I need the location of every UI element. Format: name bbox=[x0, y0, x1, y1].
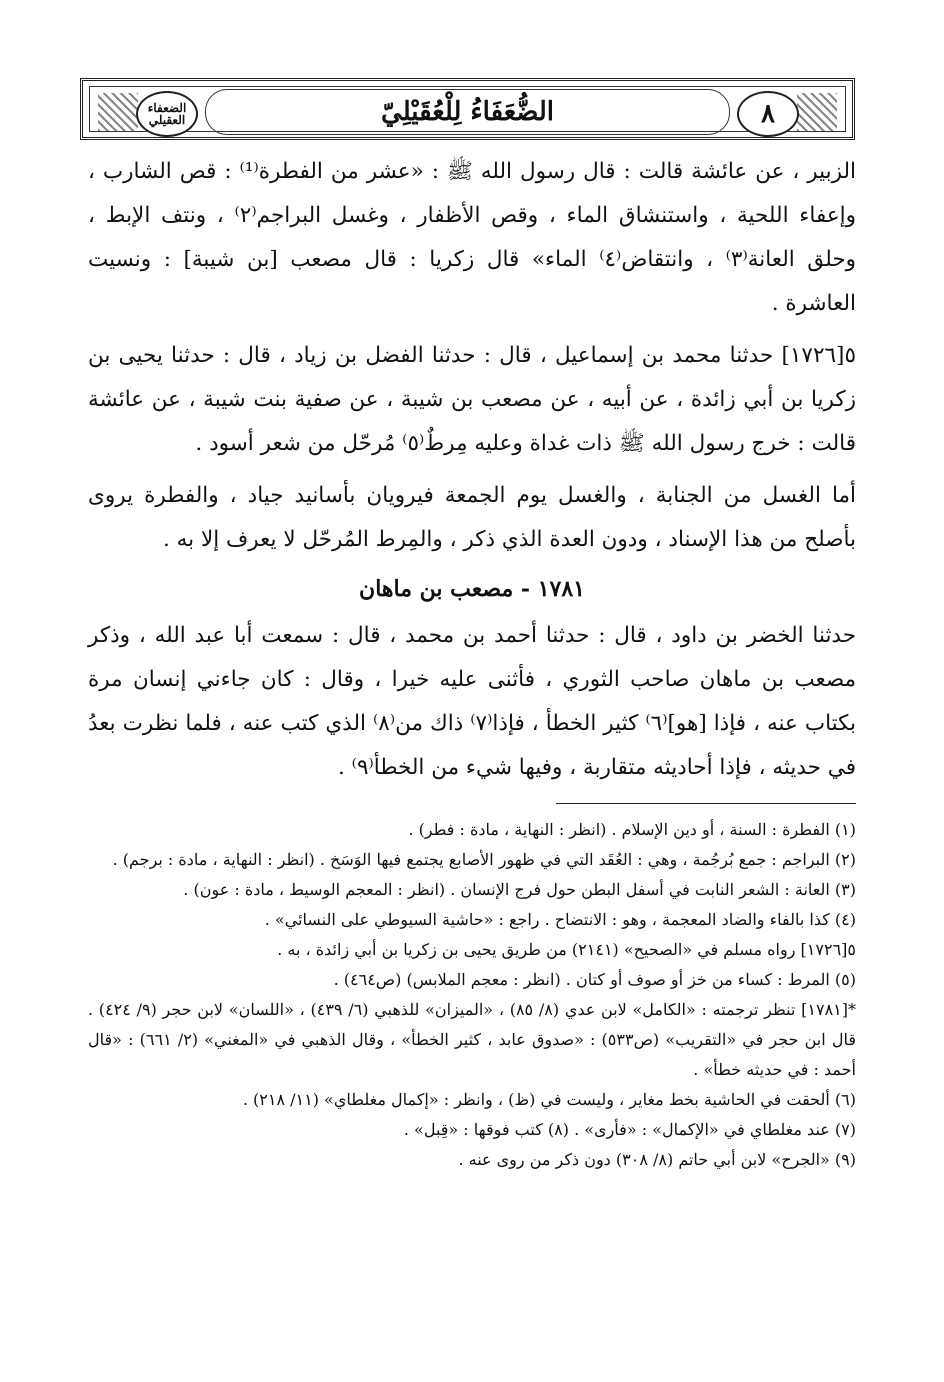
main-text bbox=[88, 150, 856, 798]
footnote-divider bbox=[556, 803, 856, 804]
footnote: *[١٧٨١] تنظر ترجمته : «الكامل» لابن عدي (٨/ ٨٥) ، «الميزان» للذهبي (٦/ ٤٣٩) ، «اللسان» لابن حجر (٩/ ٤٢٤) . قال ابن حجر في «التقريب» (ص٥٣٣) : «صدوق عابد ، كثير الخطأ» ، وقال الذهبي في «المغني» (٢/ ٦٦١) : «قال أحمد : في حديثه خطأ» . bbox=[88, 1000, 857, 1079]
footnote: (٩) «الجرح» لابن أبي حاتم (٨/ ٣٠٨) دون ذكر من روى عنه . bbox=[458, 1150, 856, 1169]
footnote: ٥[١٧٢٦] رواه مسلم في «الصحيح» (٢١٤١) من طريق يحيى بن زكريا بن أبي زائدة ، به . bbox=[277, 940, 856, 959]
ornament-left-icon bbox=[98, 93, 138, 131]
footnote: (٧) عند مغلطاي في «الإكمال» : «فأرى» . (٨) كتب فوقها : «قِبل» . bbox=[403, 1120, 856, 1139]
paragraph-entry-1781: حدثنا الخضر بن داود ، قال : حدثنا أحمد بن محمد ، قال : سمعت أبا عبد الله ، وذكر مصعب بن ماهان صاحب الثوري ، فأثنى عليه خيرا ، وقال : كان جاءني إنسان مرة بكتاب عنه ، فإذا [هو]⁽٦⁾ كثير الخطأ ، فإذا⁽٧⁾ ذاك من⁽٨⁾ الذي كتب عنه ، فلما نظرت بعدُ في حديثه ، فإذا أحاديثه متقاربة ، وفيها شيء من الخطأ⁽٩⁾ . bbox=[88, 623, 856, 780]
page-number: ٨ bbox=[737, 91, 799, 137]
page-header bbox=[80, 78, 855, 140]
paragraph-hadith-1726: ٥[١٧٢٦] حدثنا محمد بن إسماعيل ، قال : حدثنا الفضل بن زياد ، قال : حدثنا يحيى بن زكريا بن أبي زائدة ، عن أبيه ، عن مصعب بن شيبة ، عن صفية بنت شيبة ، عن عائشة قالت : خرج رسول الله ﷺ ذات غداة وعليه مِرطٌ⁽٥⁾ مُرحّل من شعر أسود . bbox=[88, 343, 856, 456]
paragraph-commentary: أما الغسل من الجنابة ، والغسل يوم الجمعة فيرويان بأسانيد جياد ، والفطرة يروى بأصلح من هذا الإسناد ، ودون العدة الذي ذكر ، والمِرط المُرحّل لا يعرف إلا به . bbox=[88, 483, 856, 552]
book-title: الضُّعَفَاءُ لِلْعُقَيْلِيّ bbox=[205, 89, 730, 135]
ornament-right-icon bbox=[797, 93, 837, 131]
footnote: (٣) العانة : الشعر النابت في أسفل البطن حول فرج الإنسان . (انظر : المعجم الوسيط ، مادة : عون) . bbox=[183, 880, 856, 899]
footnotes bbox=[88, 815, 856, 1175]
header-frame bbox=[89, 86, 846, 132]
paragraph-hadith-1: الزبير ، عن عائشة قالت : قال رسول الله ﷺ : «عشر من الفطرة⁽¹⁾ : قص الشارب ، وإعفاء اللحية ، واستنشاق الماء ، وقص الأظفار ، وغسل البراجم⁽٢⁾ ، ونتف الإبط ، وحلق العانة⁽٣⁾ ، وانتقاض⁽٤⁾ الماء» قال زكريا : قال مصعب [بن شيبة] : ونسيت العاشرة . bbox=[88, 159, 857, 316]
footnote: (٥) المرط : كساء من خز أو صوف أو كتان . (انظر : معجم الملابس) (ص٤٦٤) . bbox=[333, 970, 856, 989]
book-logo: الضعفاء العقيلي bbox=[136, 91, 198, 137]
footnote: (٢) البراجم : جمع بُرجُمة ، وهي : العُقَد التي في ظهور الأصابع يجتمع فيها الوَسَخ . (انظر : النهاية ، مادة : برجم) . bbox=[112, 850, 856, 869]
entry-heading: ١٧٨١ - مصعب بن ماهان bbox=[359, 576, 585, 602]
footnote: (٤) كذا بالفاء والضاد المعجمة ، وهو : الانتضاح . راجع : «حاشية السيوطي على النسائي» . bbox=[264, 910, 856, 929]
footnote: (٦) ألحقت في الحاشية بخط مغاير ، وليست في (ظ) ، وانظر : «إكمال مغلطاي» (١١/ ٢١٨) . bbox=[242, 1090, 856, 1109]
footnote: (١) الفطرة : السنة ، أو دين الإسلام . (انظر : النهاية ، مادة : فطر) . bbox=[408, 820, 856, 839]
